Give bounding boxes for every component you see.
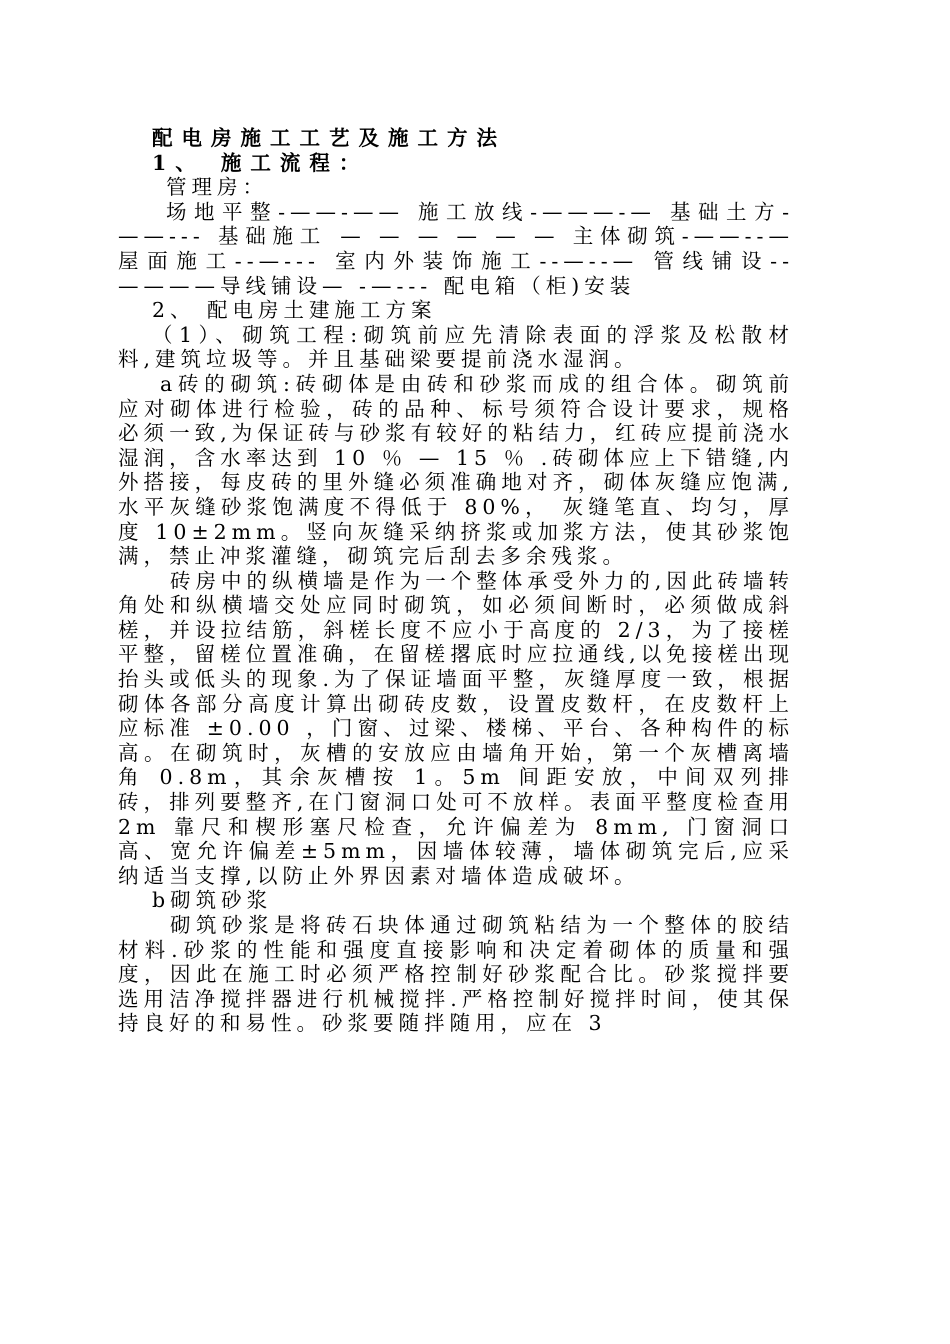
paragraph-masonry-engineering: （1）、砌筑工程:砌筑前应先清除表面的浮浆及松散材料,建筑垃圾等。并且基础梁要提前浇水湿润。 xyxy=(118,322,794,372)
document-body xyxy=(118,126,794,1036)
document-title: 配电房施工工艺及施工方法 xyxy=(152,126,506,150)
section-heading-civil-plan: 2、 配电房土建施工方案 xyxy=(152,298,437,323)
paragraph-wall-joints: 砖房中的纵横墙是作为一个整体承受外力的,因此砖墙转角处和纵横墙交处应同时砌筑，如必须间断时，必须做成斜槎，并设拉结筋，斜槎长度不应小于高度的 2/3，为了接槎平整，留槎位置准确，在留槎撂底时应拉通线,以免接槎出现抬头或低头的现象.为了保证墙面平整，灰缝厚度一致，根据砌体各部分高度计算出砌砖皮数，设置皮数杆，在皮数杆上应标准 ±0.00 ，门窗、过梁、楼梯、平台、各种构件的标高。在砌筑时，灰槽的安放应由墙角开始，第一个灰槽离墙角 0.8m，其余灰槽按 1。5m 间距安放，中间双列排砖，排列要整齐,在门窗洞口处可不放样。表面平整度检查用 2m 靠尺和楔形塞尺检查，允许偏差为 8mm, 门窗洞口高、宽允许偏差±5mm，因墙体较薄，墙体砌筑完后,应采纳适当支撑,以防止外界因素对墙体造成破坏。 xyxy=(118,568,794,888)
paragraph-brick-masonry: a砖的砌筑:砖砌体是由砖和砂浆而成的组合体。砌筑前应对砌体进行检验，砖的品种、标号须符合设计要求，规格必须一致,为保证砖与砂浆有较好的粘结力，红砖应提前浇水湿润，含水率达到 10 ％ — 15 ％ .砖砌体应上下错缝,内外搭接，每皮砖的里外缝必须准确地对齐，砌体灰缝应饱满,水平灰缝砂浆饱满度不得低于 80%， 灰缝笔直、均匀，厚度 10±2mm。竖向灰缝采纳挤浆或加浆方法，使其砂浆饱满，禁止冲浆灌缝，砌筑完后刮去多余残浆。 xyxy=(118,371,794,569)
subheading-management-room: 管理房： xyxy=(166,175,268,200)
paragraph-masonry-mortar: 砌筑砂浆是将砖石块体通过砌筑粘结为一个整体的胶结材料.砂浆的性能和强度直接影响和决定着砌体的质量和强度，因此在施工时必须严格控制好砂浆配合比。砂浆搅拌要选用洁净搅拌器进行机械搅拌.严格控制好搅拌时间，使其保持良好的和易性。砂浆要随拌随用，应在 3 xyxy=(118,913,794,1036)
section-heading-construction-process: 1、 施工流程： xyxy=(152,150,369,175)
subheading-masonry-mortar: b砌筑砂浆 xyxy=(152,888,273,913)
paragraph-construction-flow: 场地平整-——-—— 施工放线-———-— 基础土方-——--- 基础施工 — — — — — — 主体砌筑-——--— 屋面施工--—--- 室内外装饰施工--—--— 管线铺设--————导线铺设— -—--- 配电箱（柜)安装 xyxy=(118,199,794,298)
